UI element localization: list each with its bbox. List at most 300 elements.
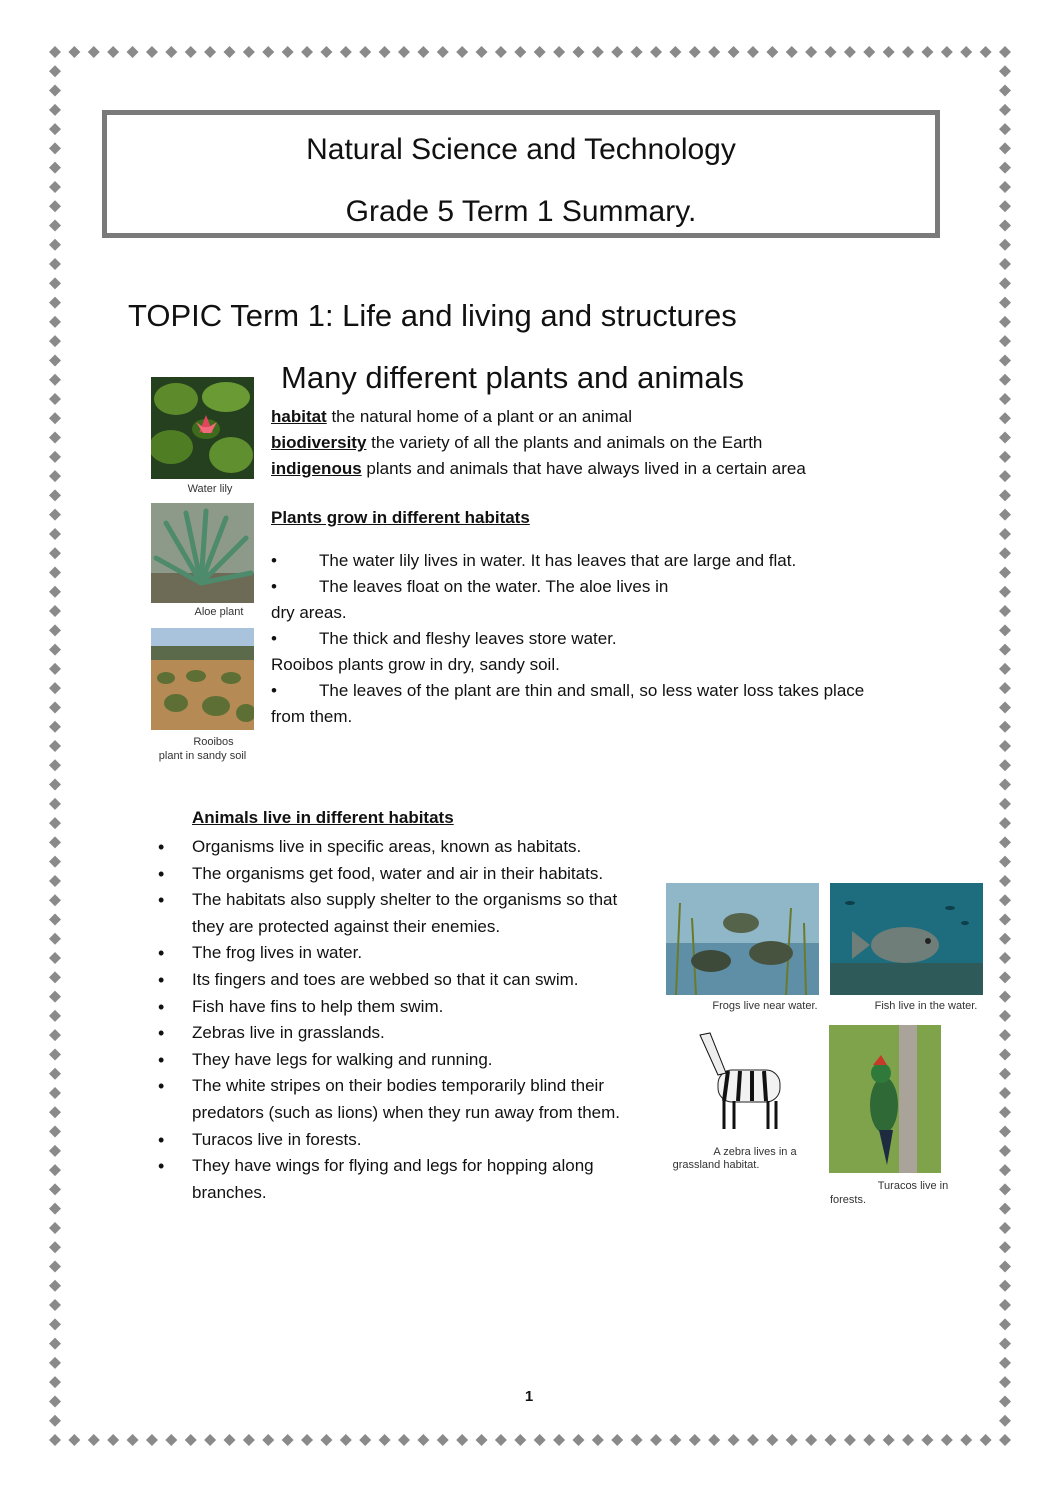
border-diamond — [921, 1434, 933, 1446]
border-diamond — [902, 1434, 914, 1446]
border-diamond — [805, 1434, 817, 1446]
border-diamond — [514, 1434, 526, 1446]
border-diamond — [534, 46, 546, 58]
border-diamond — [127, 46, 139, 58]
border-diamond — [49, 1126, 61, 1138]
border-diamond — [999, 162, 1011, 174]
border-diamond — [999, 432, 1011, 444]
border-diamond — [49, 162, 61, 174]
border-diamond — [883, 1434, 895, 1446]
border-diamond — [49, 1415, 61, 1427]
plant-line-text: The leaves of the plant are thin and small, so less water loss takes place — [319, 681, 865, 700]
bullet: • — [271, 629, 277, 648]
border-diamond — [999, 567, 1011, 579]
border-diamond — [999, 142, 1011, 154]
border-diamond — [999, 258, 1011, 270]
border-diamond — [689, 46, 701, 58]
border-diamond — [999, 1222, 1011, 1234]
turaco-caption-line2: forests. — [829, 1194, 867, 1206]
border-diamond — [514, 46, 526, 58]
border-diamond — [398, 1434, 410, 1446]
border-diamond — [107, 1434, 119, 1446]
fish-photo — [830, 883, 983, 995]
border-diamond — [592, 46, 604, 58]
border-diamond — [49, 721, 61, 733]
border-diamond — [999, 354, 1011, 366]
border-diamond — [359, 46, 371, 58]
border-diamond — [49, 239, 61, 251]
border-diamond — [999, 1183, 1011, 1195]
border-diamond — [49, 65, 61, 77]
border-diamond — [999, 451, 1011, 463]
border-diamond — [49, 123, 61, 135]
border-diamond — [49, 1087, 61, 1099]
border-diamond — [49, 952, 61, 964]
border-diamond — [49, 142, 61, 154]
list-item: • Its fingers and toes are webbed so that it can swim. — [158, 967, 638, 994]
turaco-photo — [829, 1025, 941, 1173]
animals-list — [158, 834, 638, 1206]
border-diamond — [88, 46, 100, 58]
border-diamond — [49, 220, 61, 232]
border-diamond — [49, 489, 61, 501]
border-diamond — [999, 65, 1011, 77]
border-diamond — [999, 85, 1011, 97]
document-subtitle: Grade 5 Term 1 Summary. — [345, 195, 697, 228]
border-diamond — [359, 1434, 371, 1446]
border-diamond — [631, 1434, 643, 1446]
border-diamond — [999, 46, 1011, 58]
border-diamond — [999, 316, 1011, 328]
plant-line — [271, 574, 911, 600]
border-diamond — [999, 605, 1011, 617]
border-diamond — [960, 1434, 972, 1446]
border-diamond — [999, 335, 1011, 347]
border-diamond — [999, 836, 1011, 848]
animals-heading: Animals live in different habitats — [192, 808, 454, 827]
border-diamond — [456, 1434, 468, 1446]
border-diamond — [999, 181, 1011, 193]
border-diamond — [68, 1434, 80, 1446]
border-diamond — [999, 663, 1011, 675]
border-diamond — [185, 1434, 197, 1446]
border-diamond — [204, 46, 216, 58]
border-diamond — [49, 1068, 61, 1080]
border-diamond — [999, 721, 1011, 733]
border-diamond — [844, 46, 856, 58]
plant-line — [271, 704, 911, 730]
glossary-term: habitat — [271, 407, 327, 426]
border-diamond — [883, 46, 895, 58]
glossary-item — [271, 456, 806, 482]
glossary-item — [271, 404, 806, 430]
border-diamond — [49, 605, 61, 617]
border-diamond — [49, 470, 61, 482]
water-lily-caption: Water lily — [187, 483, 233, 495]
border-diamond — [825, 46, 837, 58]
border-diamond — [49, 1164, 61, 1176]
border-diamond — [999, 1338, 1011, 1350]
border-diamond — [999, 200, 1011, 212]
border-diamond — [49, 277, 61, 289]
border-diamond — [999, 489, 1011, 501]
border-diamond — [49, 509, 61, 521]
border-diamond — [49, 374, 61, 386]
border-diamond — [999, 1434, 1011, 1446]
border-diamond — [999, 1318, 1011, 1330]
document-title: Natural Science and Technology — [306, 133, 736, 166]
border-diamond — [49, 451, 61, 463]
border-diamond — [49, 528, 61, 540]
border-diamond — [611, 1434, 623, 1446]
plant-line-text: dry areas. — [271, 603, 347, 622]
border-diamond — [999, 1145, 1011, 1157]
border-diamond — [999, 470, 1011, 482]
border-diamond — [999, 952, 1011, 964]
border-diamond — [747, 1434, 759, 1446]
title-box — [102, 110, 940, 238]
border-diamond — [49, 644, 61, 656]
border-diamond — [49, 354, 61, 366]
border-diamond — [941, 46, 953, 58]
plant-line — [271, 600, 911, 626]
border-diamond — [243, 1434, 255, 1446]
border-diamond — [650, 1434, 662, 1446]
border-diamond — [107, 46, 119, 58]
glossary-definition: plants and animals that have always lived in a certain area — [361, 459, 806, 478]
page-number: 1 — [524, 1388, 534, 1405]
border-diamond — [999, 104, 1011, 116]
border-diamond — [592, 1434, 604, 1446]
aloe-photo — [151, 503, 254, 603]
border-diamond — [999, 547, 1011, 559]
border-diamond — [572, 1434, 584, 1446]
border-diamond — [49, 991, 61, 1003]
border-diamond — [49, 1010, 61, 1022]
border-diamond — [999, 1357, 1011, 1369]
border-diamond — [49, 1222, 61, 1234]
border-diamond — [146, 1434, 158, 1446]
border-diamond — [49, 1048, 61, 1060]
border-diamond — [495, 46, 507, 58]
border-diamond — [127, 1434, 139, 1446]
border-diamond — [49, 1318, 61, 1330]
border-diamond — [921, 46, 933, 58]
border-diamond — [223, 46, 235, 58]
glossary-term: biodiversity — [271, 433, 367, 452]
list-item: • Zebras live in grasslands. — [158, 1020, 638, 1047]
border-diamond — [999, 277, 1011, 289]
border-diamond — [185, 46, 197, 58]
border-diamond — [165, 46, 177, 58]
border-diamond — [49, 836, 61, 848]
border-diamond — [320, 46, 332, 58]
border-diamond — [999, 740, 1011, 752]
border-diamond — [669, 1434, 681, 1446]
border-diamond — [49, 297, 61, 309]
plant-line — [271, 548, 911, 574]
border-diamond — [863, 1434, 875, 1446]
frogs-photo — [666, 883, 819, 995]
border-diamond — [805, 46, 817, 58]
border-diamond — [49, 1029, 61, 1041]
border-diamond — [611, 46, 623, 58]
border-diamond — [49, 663, 61, 675]
list-item: • They have wings for flying and legs for hopping along branches. — [158, 1153, 638, 1206]
border-diamond — [999, 528, 1011, 540]
border-diamond — [68, 46, 80, 58]
border-diamond — [999, 682, 1011, 694]
border-diamond — [49, 624, 61, 636]
border-diamond — [282, 46, 294, 58]
border-diamond — [999, 509, 1011, 521]
zebra-caption-line1: A zebra lives in a — [713, 1146, 797, 1158]
border-diamond — [999, 798, 1011, 810]
border-diamond — [999, 991, 1011, 1003]
list-item: • The organisms get food, water and air in their habitats. — [158, 861, 638, 888]
border-diamond — [417, 46, 429, 58]
border-diamond — [689, 1434, 701, 1446]
border-diamond — [999, 220, 1011, 232]
border-diamond — [49, 759, 61, 771]
border-diamond — [49, 412, 61, 424]
border-diamond — [747, 46, 759, 58]
plant-line-text: Rooibos plants grow in dry, sandy soil. — [271, 655, 560, 674]
border-diamond — [476, 46, 488, 58]
border-diamond — [49, 393, 61, 405]
border-diamond — [49, 1376, 61, 1388]
border-diamond — [340, 1434, 352, 1446]
border-diamond — [825, 1434, 837, 1446]
border-diamond — [999, 624, 1011, 636]
border-diamond — [999, 779, 1011, 791]
border-diamond — [999, 123, 1011, 135]
border-diamond — [49, 1106, 61, 1118]
border-diamond — [650, 46, 662, 58]
border-diamond — [999, 1068, 1011, 1080]
plant-line — [271, 678, 911, 704]
border-diamond — [980, 46, 992, 58]
border-diamond — [999, 856, 1011, 868]
border-diamond — [49, 200, 61, 212]
border-diamond — [49, 316, 61, 328]
border-diamond — [999, 393, 1011, 405]
plant-line-text: from them. — [271, 707, 353, 726]
border-diamond — [999, 412, 1011, 424]
bullet: • — [271, 551, 277, 570]
border-diamond — [456, 46, 468, 58]
border-diamond — [999, 1048, 1011, 1060]
border-diamond — [88, 1434, 100, 1446]
border-diamond — [398, 46, 410, 58]
border-diamond — [495, 1434, 507, 1446]
zebra-caption-line2: grassland habitat. — [672, 1159, 760, 1171]
bullet: • — [271, 577, 277, 596]
border-diamond — [863, 46, 875, 58]
border-diamond — [999, 239, 1011, 251]
border-diamond — [243, 46, 255, 58]
border-diamond — [340, 46, 352, 58]
border-diamond — [980, 1434, 992, 1446]
border-diamond — [49, 740, 61, 752]
border-diamond — [301, 46, 313, 58]
border-diamond — [941, 1434, 953, 1446]
border-diamond — [49, 1241, 61, 1253]
border-diamond — [49, 1183, 61, 1195]
border-diamond — [49, 682, 61, 694]
border-diamond — [49, 46, 61, 58]
zebra-photo — [688, 1025, 803, 1135]
border-diamond — [379, 46, 391, 58]
border-diamond — [49, 104, 61, 116]
border-diamond — [999, 297, 1011, 309]
border-diamond — [999, 1106, 1011, 1118]
border-diamond — [999, 817, 1011, 829]
border-diamond — [49, 1357, 61, 1369]
border-diamond — [999, 1299, 1011, 1311]
border-diamond — [49, 1280, 61, 1292]
border-diamond — [49, 85, 61, 97]
border-diamond — [49, 914, 61, 926]
border-diamond — [999, 644, 1011, 656]
border-diamond — [999, 1164, 1011, 1176]
border-diamond — [165, 1434, 177, 1446]
border-diamond — [49, 1203, 61, 1215]
border-diamond — [999, 1280, 1011, 1292]
border-diamond — [631, 46, 643, 58]
border-diamond — [999, 374, 1011, 386]
border-diamond — [417, 1434, 429, 1446]
border-diamond — [766, 46, 778, 58]
border-diamond — [49, 567, 61, 579]
border-diamond — [999, 1126, 1011, 1138]
plant-line-text: The water lily lives in water. It has leaves that are large and flat. — [319, 551, 797, 570]
border-diamond — [786, 1434, 798, 1446]
border-diamond — [49, 701, 61, 713]
border-diamond — [999, 1029, 1011, 1041]
border-diamond — [786, 46, 798, 58]
border-diamond — [379, 1434, 391, 1446]
border-diamond — [999, 759, 1011, 771]
aloe-caption: Aloe plant — [194, 606, 244, 618]
bullet: • — [271, 681, 277, 700]
border-diamond — [999, 586, 1011, 598]
border-diamond — [553, 46, 565, 58]
border-diamond — [476, 1434, 488, 1446]
fish-caption: Fish live in the water. — [874, 1000, 978, 1012]
border-diamond — [999, 1415, 1011, 1427]
list-item: • Fish have fins to help them swim. — [158, 994, 638, 1021]
border-diamond — [49, 1434, 61, 1446]
list-item: • The frog lives in water. — [158, 940, 638, 967]
border-diamond — [999, 875, 1011, 887]
border-diamond — [999, 701, 1011, 713]
plant-line-text: The thick and fleshy leaves store water. — [319, 629, 617, 648]
topic-heading: TOPIC Term 1: Life and living and structures — [128, 298, 737, 333]
list-item: • They have legs for walking and running. — [158, 1047, 638, 1074]
border-diamond — [999, 1376, 1011, 1388]
border-diamond — [902, 46, 914, 58]
glossary-definition: the variety of all the plants and animals on the Earth — [366, 433, 763, 452]
glossary-definition: the natural home of a plant or an animal — [326, 407, 632, 426]
rooibos-caption-line1: Rooibos — [193, 736, 234, 748]
glossary-term: indigenous — [271, 459, 362, 478]
section-heading: Many different plants and animals — [281, 360, 744, 395]
list-item: • Organisms live in specific areas, known as habitats. — [158, 834, 638, 861]
border-diamond — [49, 779, 61, 791]
list-item: • The habitats also supply shelter to the organisms so that they are protected against their enemies. — [158, 887, 638, 940]
border-diamond — [728, 46, 740, 58]
border-diamond — [204, 1434, 216, 1446]
border-diamond — [708, 46, 720, 58]
plant-line — [271, 626, 911, 652]
border-diamond — [553, 1434, 565, 1446]
border-diamond — [999, 1261, 1011, 1273]
border-diamond — [49, 547, 61, 559]
border-diamond — [669, 46, 681, 58]
border-diamond — [262, 46, 274, 58]
border-diamond — [49, 798, 61, 810]
glossary-item — [271, 430, 806, 456]
border-diamond — [49, 933, 61, 945]
border-diamond — [49, 856, 61, 868]
border-diamond — [49, 971, 61, 983]
border-diamond — [49, 894, 61, 906]
plant-line — [271, 652, 911, 678]
border-diamond — [223, 1434, 235, 1446]
border-diamond — [49, 181, 61, 193]
plants-heading: Plants grow in different habitats — [271, 508, 530, 527]
border-diamond — [320, 1434, 332, 1446]
border-diamond — [437, 1434, 449, 1446]
rooibos-caption-line2: plant in sandy soil — [158, 750, 247, 762]
list-item: • Turacos live in forests. — [158, 1127, 638, 1154]
border-diamond — [49, 1338, 61, 1350]
glossary — [271, 404, 806, 482]
border-diamond — [49, 335, 61, 347]
border-diamond — [49, 258, 61, 270]
border-diamond — [49, 875, 61, 887]
border-diamond — [437, 46, 449, 58]
plants-text — [271, 548, 911, 730]
border-diamond — [999, 1087, 1011, 1099]
turaco-caption-line1: Turacos live in — [877, 1180, 949, 1192]
border-diamond — [146, 46, 158, 58]
water-lily-photo — [151, 377, 254, 479]
rooibos-photo — [151, 628, 254, 730]
border-diamond — [282, 1434, 294, 1446]
border-diamond — [262, 1434, 274, 1446]
border-diamond — [999, 1010, 1011, 1022]
border-diamond — [572, 46, 584, 58]
border-diamond — [999, 914, 1011, 926]
list-item: • The white stripes on their bodies temporarily blind their predators (such as lions) when they run away from them. — [158, 1073, 638, 1126]
plant-line-text: The leaves float on the water. The aloe lives in — [319, 577, 669, 596]
border-diamond — [844, 1434, 856, 1446]
border-diamond — [49, 817, 61, 829]
border-diamond — [999, 894, 1011, 906]
border-diamond — [49, 586, 61, 598]
border-diamond — [999, 971, 1011, 983]
border-diamond — [534, 1434, 546, 1446]
border-diamond — [49, 1145, 61, 1157]
frogs-caption: Frogs live near water. — [712, 1000, 818, 1012]
border-diamond — [49, 1299, 61, 1311]
border-diamond — [960, 46, 972, 58]
border-diamond — [766, 1434, 778, 1446]
border-diamond — [999, 1241, 1011, 1253]
border-diamond — [49, 1261, 61, 1273]
